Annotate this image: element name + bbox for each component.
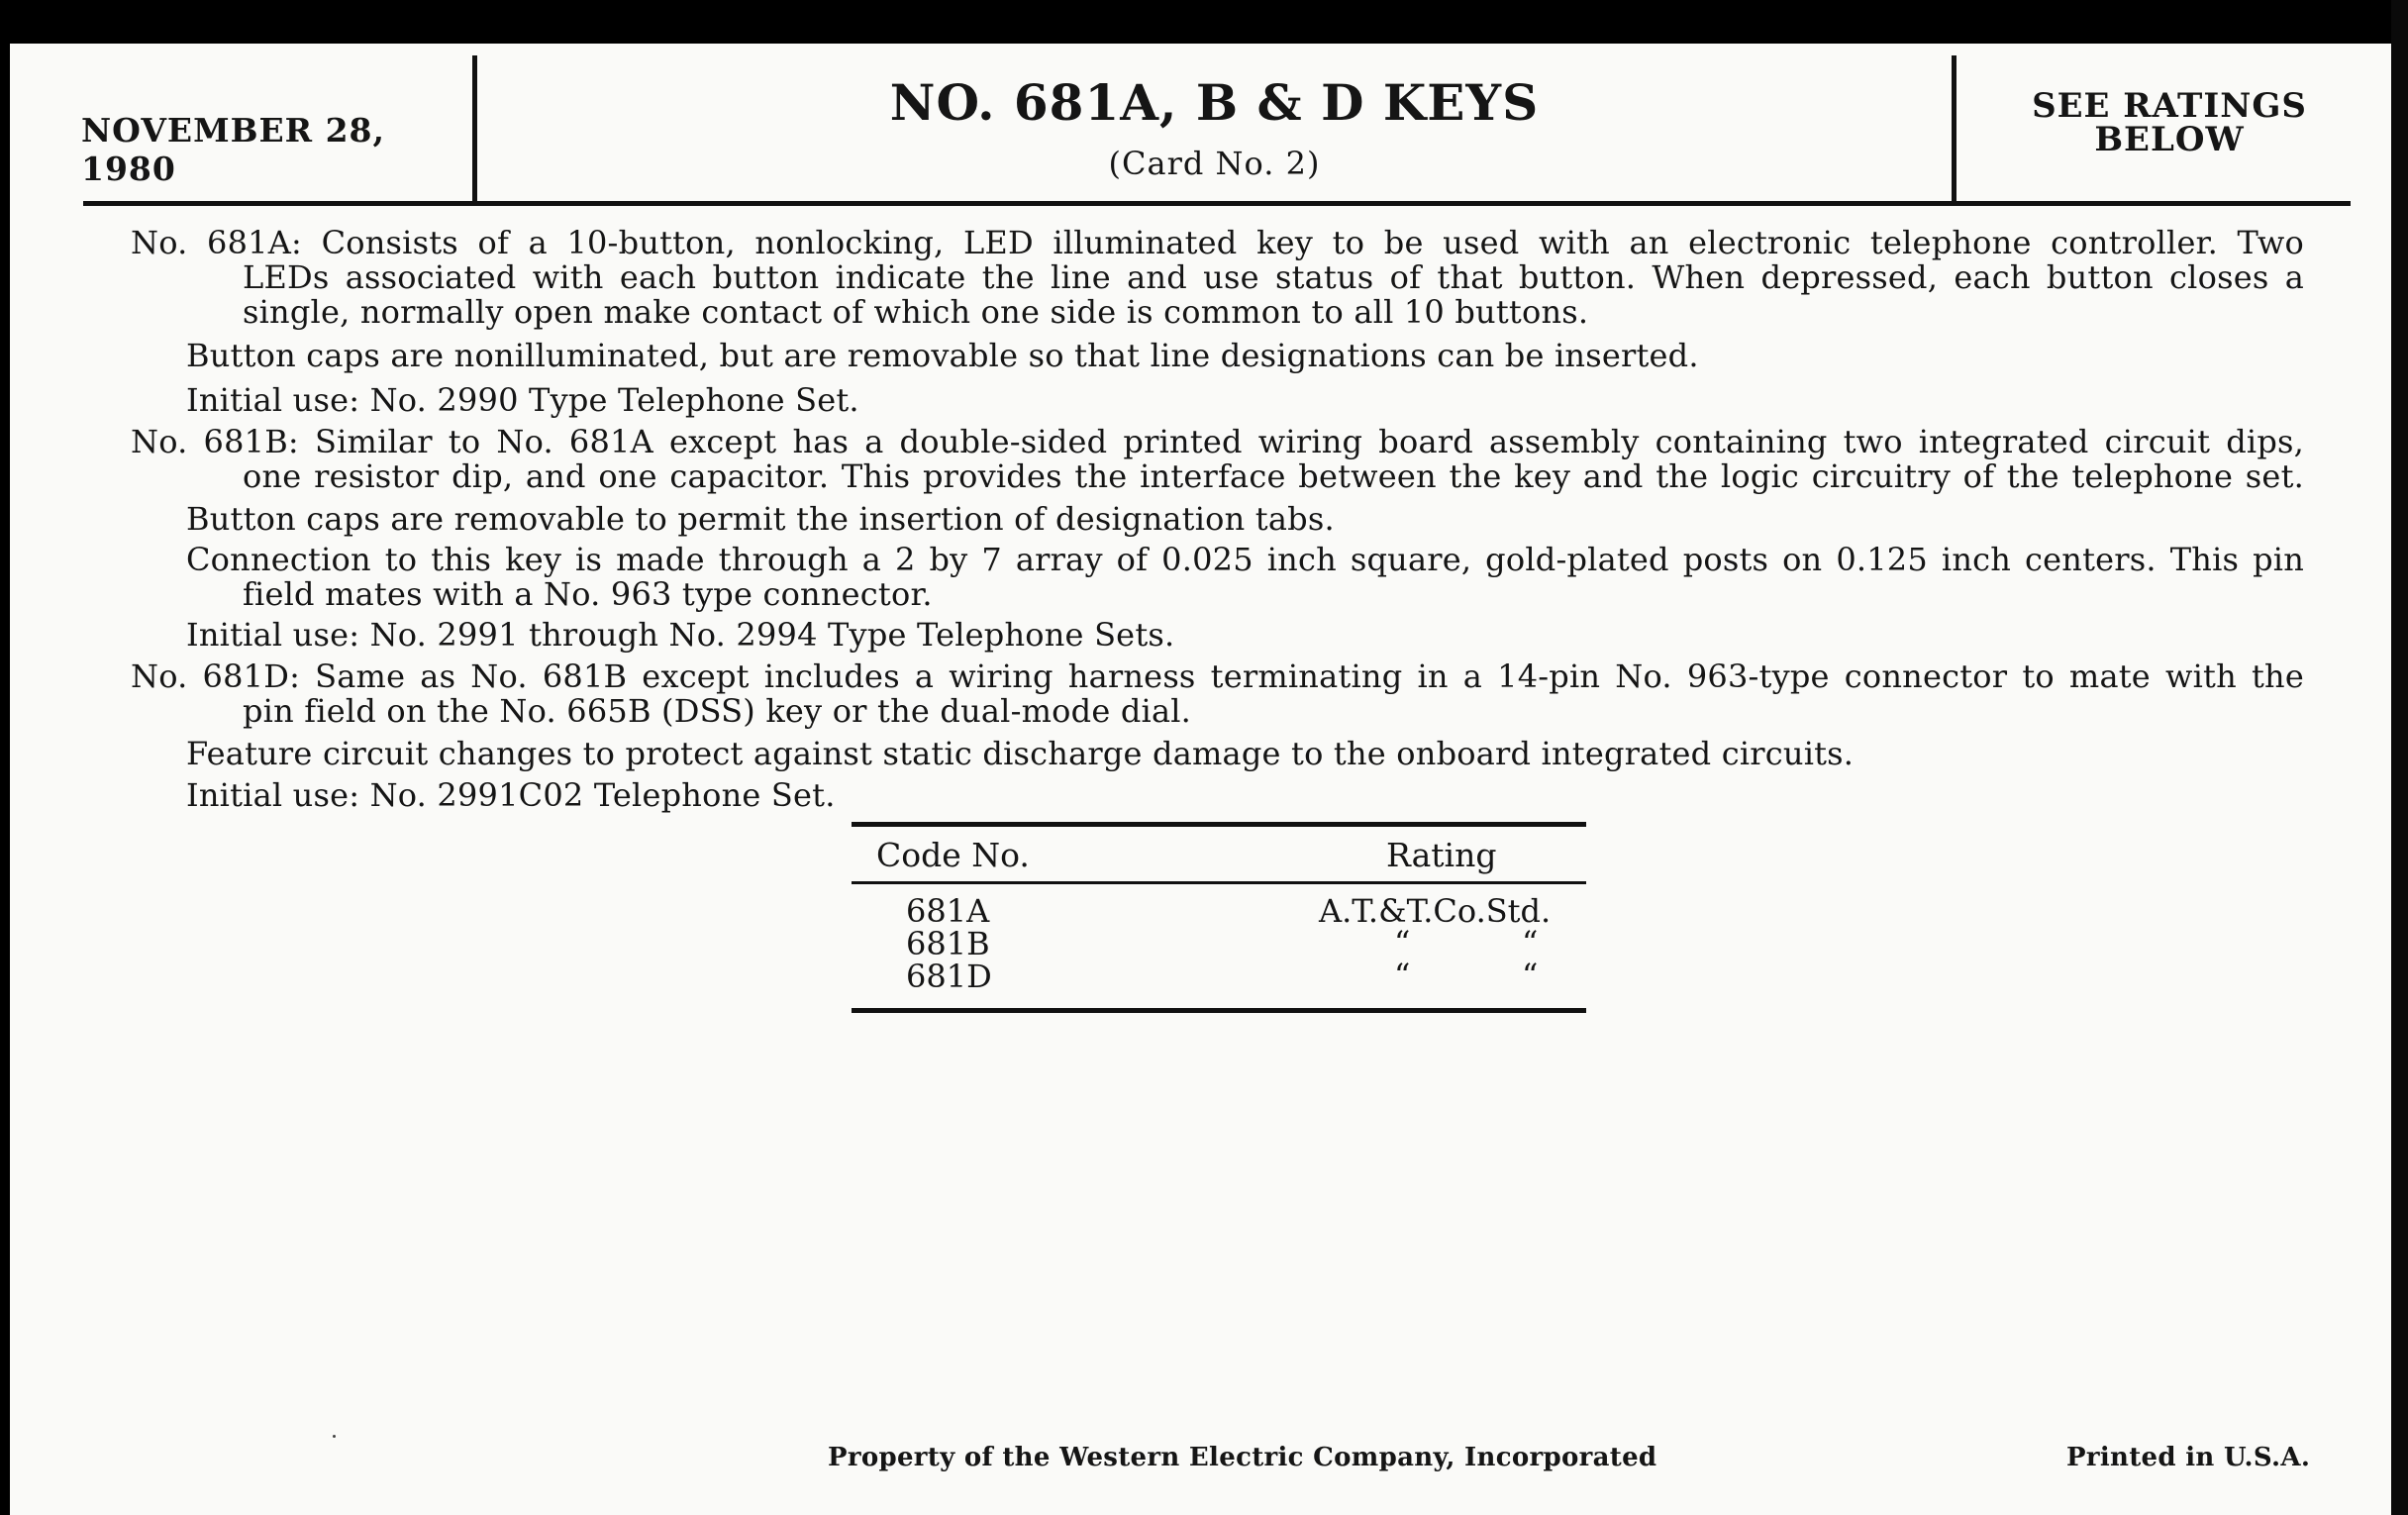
- table-rule-header: [852, 881, 1586, 884]
- footer-property: Property of the Western Electric Company, Incorporated: [828, 1443, 1657, 1472]
- table-cell-rating: A.T.&T.Co.Std.: [1319, 892, 1552, 930]
- table-cell-code: 681A: [906, 892, 990, 930]
- paragraph-681a-line2: LEDs associated with each button indicate the line and use status of that button. When depressed, each button closes a: [243, 258, 2304, 296]
- ditto-mark: “: [1522, 957, 1539, 994]
- ratings-note: [1956, 86, 2382, 159]
- table-header-rating: Rating: [1386, 836, 1497, 874]
- issue-date: NOVEMBER 28, 1980: [81, 111, 385, 188]
- paragraph-681b-connection: [186, 543, 2304, 612]
- footer-printed: Printed in U.S.A.: [2066, 1443, 2311, 1472]
- paragraph-681a-caps: Button caps are nonilluminated, but are removable so that line designations can be inserted.: [186, 337, 1699, 374]
- ratings-note-line2: BELOW: [2094, 120, 2245, 159]
- table-rule-bottom: [852, 1008, 1586, 1013]
- paragraph-681d: [131, 659, 2304, 729]
- paragraph-681b-use: Initial use: No. 2991 through No. 2994 Type Telephone Sets.: [186, 616, 1175, 654]
- paragraph-681a-line3: single, normally open make contact of which one side is common to all 10 buttons.: [243, 293, 1589, 331]
- paragraph-681d-feature: Feature circuit changes to protect against static discharge damage to the onboard integrated circuits.: [186, 735, 1855, 772]
- paragraph-681b-connection-line1: Connection to this key is made through a 2 by 7 array of 0.025 inch square, gold-plated posts on 0.125 inch centers. This pin: [186, 541, 2304, 578]
- paragraph-681b-caps: Button caps are removable to permit the insertion of designation tabs.: [186, 500, 1335, 538]
- paragraph-681d-use: Initial use: No. 2991C02 Telephone Set.: [186, 776, 836, 814]
- header-rule: [83, 201, 2351, 206]
- ratings-note-line1: SEE RATINGS: [2032, 86, 2307, 126]
- paragraph-681b: [131, 425, 2304, 494]
- card-number: (Card No. 2): [1108, 145, 1321, 182]
- table-cell-code: 681B: [906, 925, 990, 962]
- ditto-mark: “: [1522, 924, 1539, 961]
- paragraph-681b-line2: one resistor dip, and one capacitor. This provides the interface between the key and the logic circuitry of the telephone set.: [243, 457, 2304, 495]
- paragraph-681a-use: Initial use: No. 2990 Type Telephone Set.: [186, 381, 859, 419]
- page-title: NO. 681A, B & D KEYS: [889, 73, 1540, 132]
- scan-edge: [2391, 0, 2408, 1515]
- paragraph-681a: [131, 226, 2304, 330]
- ditto-mark: “: [1394, 957, 1411, 994]
- paragraph-681d-line1: No. 681D: Same as No. 681B except includes a wiring harness terminating in a 14-pin No. 963-type connector to mate with the: [131, 657, 2304, 695]
- paragraph-681b-line1: No. 681B: Similar to No. 681A except has a double-sided printed wiring board assembly containing two integrated circuit dips,: [131, 423, 2304, 460]
- table-header-code: Code No.: [876, 836, 1030, 874]
- paragraph-681a-line1: No. 681A: Consists of a 10-button, nonlocking, LED illuminated key to be used with an electronic telephone controller. Two: [131, 224, 2304, 261]
- paragraph-681d-line2: pin field on the No. 665B (DSS) key or the dual-mode dial.: [243, 692, 1192, 730]
- scan-speck: [333, 1435, 336, 1438]
- table-rule-top: [852, 822, 1586, 827]
- ditto-mark: “: [1394, 924, 1411, 961]
- table-cell-code: 681D: [906, 958, 992, 995]
- paragraph-681b-connection-line2: field mates with a No. 963 type connector.: [243, 575, 933, 613]
